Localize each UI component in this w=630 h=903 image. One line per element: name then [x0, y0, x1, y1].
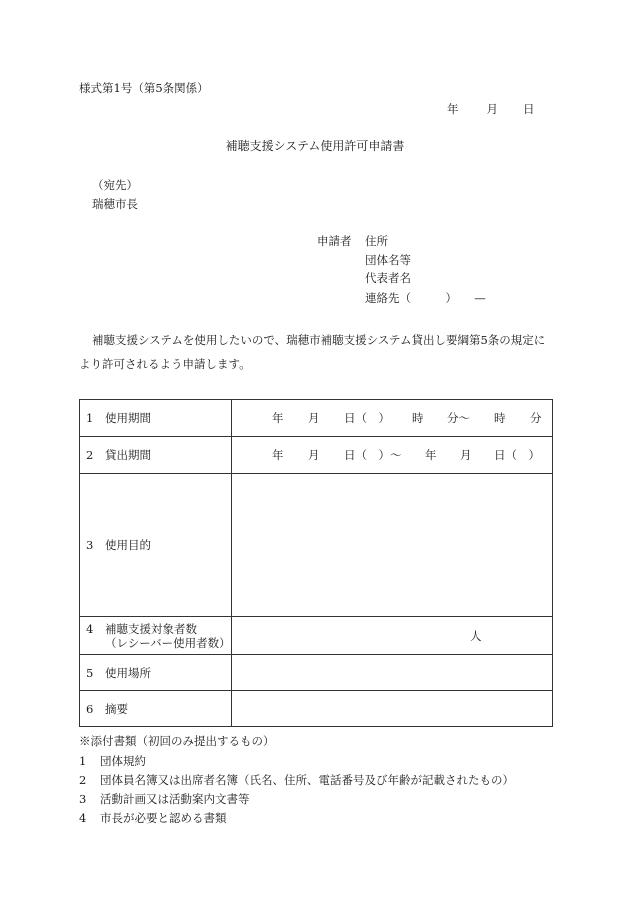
addressee-name: 瑞穂市長	[92, 197, 138, 211]
table-row-lending-period	[80, 437, 553, 474]
attachments-title: ※添付書類（初回のみ提出するもの）	[79, 734, 275, 748]
applicant-contact-field: 連絡先（ ） —	[365, 291, 486, 305]
table-row-remarks	[80, 691, 553, 727]
attachment-number: 1	[79, 754, 87, 768]
persons-unit: 人	[470, 628, 482, 643]
table-row-purpose	[80, 474, 553, 617]
row-label	[80, 474, 232, 617]
attachment-text: 市長が必要と認める書類	[100, 811, 227, 825]
attachment-number: 4	[79, 811, 87, 825]
usage-period-value[interactable]	[232, 400, 553, 437]
row-label-text: 貸出期間	[105, 448, 151, 462]
attachment-item	[79, 791, 250, 807]
row-label	[80, 655, 232, 691]
lending-period-value[interactable]	[232, 437, 553, 474]
submission-date	[447, 101, 535, 117]
attachment-text: 団体員名簿又は出席者名簿（氏名、住所、電話番号及び年齢が記載されたもの）	[100, 773, 514, 787]
lending-month-to: 月	[460, 448, 472, 462]
row-label	[80, 617, 232, 655]
purpose-value[interactable]	[232, 474, 553, 617]
target-count-value[interactable]	[232, 617, 553, 655]
attachment-item	[79, 810, 227, 826]
attachment-number: 3	[79, 792, 87, 806]
attachment-text: 団体規約	[100, 754, 146, 768]
form-number: 様式第1号（第5条関係）	[79, 81, 209, 95]
location-value[interactable]	[232, 655, 553, 691]
row-number: 5	[86, 665, 94, 680]
table-row-usage-period	[80, 400, 553, 437]
lending-month: 月	[308, 448, 320, 462]
lending-day-to: 日（ ）	[494, 448, 540, 462]
attachment-number: 2	[79, 773, 87, 787]
lending-year-to: 年	[425, 448, 437, 462]
date-day: 日	[523, 102, 535, 116]
row-label	[80, 400, 232, 437]
attachment-item	[79, 772, 514, 788]
row-number: 4	[86, 621, 94, 636]
lending-day: 日（ ）～	[344, 448, 402, 462]
applicant-organization-field: 団体名等	[365, 253, 411, 267]
date-year: 年	[447, 102, 459, 116]
row-number: 2	[86, 448, 94, 462]
usage-minute-to: 分	[530, 411, 542, 425]
application-statement-line2: より許可されるよう申請します。	[79, 357, 251, 371]
lending-year: 年	[272, 448, 284, 462]
table-row-target-count	[80, 617, 553, 655]
row-label-text: 使用期間	[105, 411, 151, 425]
applicant-address-field: 住所	[365, 234, 388, 248]
usage-minute-from: 分～	[447, 411, 470, 425]
remarks-value[interactable]	[232, 691, 553, 727]
row-label-text: 使用場所	[105, 665, 151, 680]
usage-year: 年	[272, 411, 284, 425]
attachment-item	[79, 753, 146, 769]
row-label	[80, 437, 232, 474]
table-row-location	[80, 655, 553, 691]
applicant-representative-field: 代表者名	[365, 271, 411, 285]
row-label-text: 摘要	[105, 701, 128, 716]
row-number: 6	[86, 701, 94, 716]
usage-hour-to: 時	[494, 411, 506, 425]
document-title: 補聴支援システム使用許可申請書	[225, 139, 405, 153]
row-number: 3	[86, 538, 94, 552]
row-label	[80, 691, 232, 727]
row-label-text: 使用目的	[105, 538, 151, 552]
application-statement-line1: 補聴支援システムを使用したいので、瑞穂市補聴支援システム貸出し要綱第5条の規定に	[92, 333, 546, 347]
usage-day: 日（ ）	[344, 411, 390, 425]
application-table	[79, 399, 553, 727]
row-label-subtext: （レシーバー使用者数）	[105, 635, 231, 650]
row-number: 1	[86, 411, 94, 425]
row-label-text: 補聴支援対象者数	[105, 621, 197, 636]
attachment-text: 活動計画又は活動案内文書等	[100, 792, 250, 806]
applicant-label: 申請者	[317, 234, 352, 248]
date-month: 月	[486, 102, 498, 116]
usage-hour: 時	[412, 411, 424, 425]
usage-month: 月	[308, 411, 320, 425]
addressee-label: （宛先）	[92, 178, 138, 192]
